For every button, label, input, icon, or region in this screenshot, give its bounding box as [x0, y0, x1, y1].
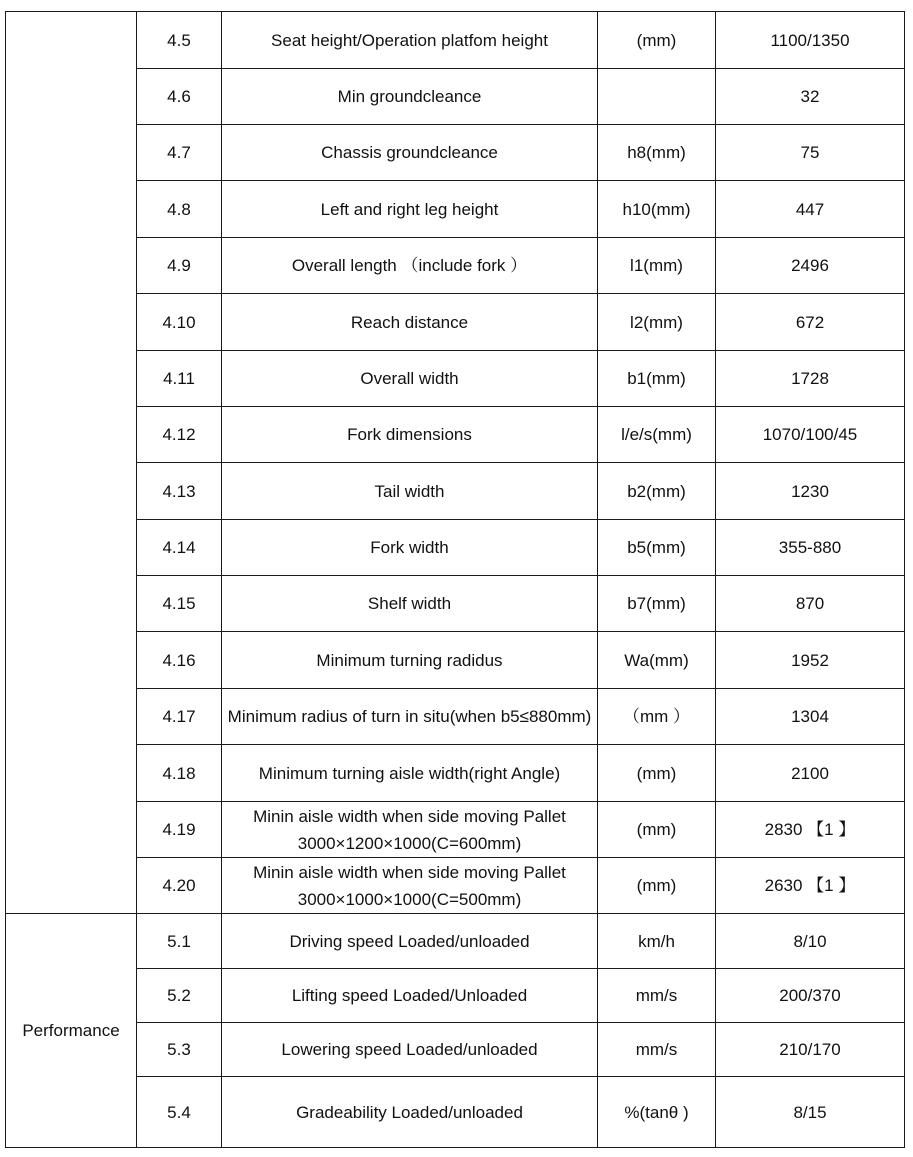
- value-cell: 1230: [716, 463, 905, 520]
- item-number-cell: 4.19: [137, 802, 222, 858]
- item-name-cell: Minin aisle width when side moving Pallet 3000×1000×1000(C=500mm): [222, 858, 598, 914]
- table-row: [6, 914, 905, 969]
- item-name-cell: Driving speed Loaded/unloaded: [222, 914, 598, 969]
- item-number-cell: 4.10: [137, 294, 222, 351]
- value-cell: 8/15: [716, 1077, 905, 1148]
- item-number-cell: 4.18: [137, 745, 222, 802]
- unit-cell: b5(mm): [598, 520, 716, 576]
- value-cell: 2100: [716, 745, 905, 802]
- unit-cell: km/h: [598, 914, 716, 969]
- item-number-cell: 4.8: [137, 181, 222, 238]
- item-name-cell: Minimum radius of turn in situ(when b5≤880mm): [222, 689, 598, 745]
- table-row: [6, 12, 905, 69]
- unit-cell: b2(mm): [598, 463, 716, 520]
- item-number-cell: 4.13: [137, 463, 222, 520]
- item-name-cell: Minimum turning aisle width(right Angle): [222, 745, 598, 802]
- value-cell: 200/370: [716, 969, 905, 1023]
- unit-cell: (mm): [598, 802, 716, 858]
- value-cell: 870: [716, 576, 905, 632]
- value-cell: 1952: [716, 632, 905, 689]
- unit-cell: Wa(mm): [598, 632, 716, 689]
- item-number-cell: 4.16: [137, 632, 222, 689]
- item-number-cell: 4.6: [137, 69, 222, 125]
- table-row: [6, 69, 905, 125]
- table-row: [6, 125, 905, 181]
- item-number-cell: 4.20: [137, 858, 222, 914]
- table-row: [6, 1023, 905, 1077]
- item-name-cell: Left and right leg height: [222, 181, 598, 238]
- spec-table: [5, 11, 905, 1148]
- item-name-cell: Seat height/Operation platfom height: [222, 12, 598, 69]
- item-number-cell: 5.2: [137, 969, 222, 1023]
- spec-table-body: [6, 12, 905, 1148]
- unit-cell: l/e/s(mm): [598, 407, 716, 463]
- item-number-cell: 4.11: [137, 351, 222, 407]
- item-name-cell: Reach distance: [222, 294, 598, 351]
- item-number-cell: 5.4: [137, 1077, 222, 1148]
- item-name-cell: Fork dimensions: [222, 407, 598, 463]
- value-cell: 1100/1350: [716, 12, 905, 69]
- item-name-cell: Minimum turning radidus: [222, 632, 598, 689]
- value-cell: 75: [716, 125, 905, 181]
- item-name-cell: Tail width: [222, 463, 598, 520]
- item-name-cell: Overall length （include fork ）: [222, 238, 598, 294]
- table-row: [6, 969, 905, 1023]
- group-name-cell: [6, 12, 137, 914]
- item-name-cell: Overall width: [222, 351, 598, 407]
- item-name-cell: Chassis groundcleance: [222, 125, 598, 181]
- table-row: [6, 802, 905, 858]
- unit-cell: b7(mm): [598, 576, 716, 632]
- value-cell: 2496: [716, 238, 905, 294]
- value-cell: 672: [716, 294, 905, 351]
- item-number-cell: 4.7: [137, 125, 222, 181]
- item-number-cell: 4.9: [137, 238, 222, 294]
- value-cell: 1070/100/45: [716, 407, 905, 463]
- unit-cell: （mm ）: [598, 689, 716, 745]
- table-row: [6, 576, 905, 632]
- table-row: [6, 181, 905, 238]
- value-cell: 210/170: [716, 1023, 905, 1077]
- value-cell: 1304: [716, 689, 905, 745]
- item-name-cell: Min groundcleance: [222, 69, 598, 125]
- table-row: [6, 294, 905, 351]
- unit-cell: (mm): [598, 745, 716, 802]
- item-name-cell: Fork width: [222, 520, 598, 576]
- item-number-cell: 4.14: [137, 520, 222, 576]
- unit-cell: (mm): [598, 858, 716, 914]
- table-row: [6, 463, 905, 520]
- value-cell: 447: [716, 181, 905, 238]
- unit-cell: l2(mm): [598, 294, 716, 351]
- item-number-cell: 4.5: [137, 12, 222, 69]
- value-cell: 355-880: [716, 520, 905, 576]
- table-row: [6, 689, 905, 745]
- value-cell: 2830 【1 】: [716, 802, 905, 858]
- unit-cell: %(tanθ ): [598, 1077, 716, 1148]
- item-number-cell: 5.3: [137, 1023, 222, 1077]
- table-row: [6, 1077, 905, 1148]
- item-name-cell: Lowering speed Loaded/unloaded: [222, 1023, 598, 1077]
- unit-cell: h10(mm): [598, 181, 716, 238]
- group-name-cell: Performance: [6, 914, 137, 1148]
- item-name-cell: Lifting speed Loaded/Unloaded: [222, 969, 598, 1023]
- item-name-cell: Shelf width: [222, 576, 598, 632]
- unit-cell: (mm): [598, 12, 716, 69]
- table-row: [6, 632, 905, 689]
- value-cell: 32: [716, 69, 905, 125]
- item-number-cell: 4.17: [137, 689, 222, 745]
- table-row: [6, 351, 905, 407]
- table-row: [6, 520, 905, 576]
- unit-cell: l1(mm): [598, 238, 716, 294]
- item-number-cell: 4.12: [137, 407, 222, 463]
- item-number-cell: 5.1: [137, 914, 222, 969]
- item-name-cell: Minin aisle width when side moving Pallet 3000×1200×1000(C=600mm): [222, 802, 598, 858]
- unit-cell: b1(mm): [598, 351, 716, 407]
- unit-cell: h8(mm): [598, 125, 716, 181]
- item-number-cell: 4.15: [137, 576, 222, 632]
- value-cell: 8/10: [716, 914, 905, 969]
- unit-cell: mm/s: [598, 969, 716, 1023]
- value-cell: 2630 【1 】: [716, 858, 905, 914]
- unit-cell: [598, 69, 716, 125]
- item-name-cell: Gradeability Loaded/unloaded: [222, 1077, 598, 1148]
- table-row: [6, 407, 905, 463]
- value-cell: 1728: [716, 351, 905, 407]
- unit-cell: mm/s: [598, 1023, 716, 1077]
- table-row: [6, 238, 905, 294]
- table-row: [6, 745, 905, 802]
- table-row: [6, 858, 905, 914]
